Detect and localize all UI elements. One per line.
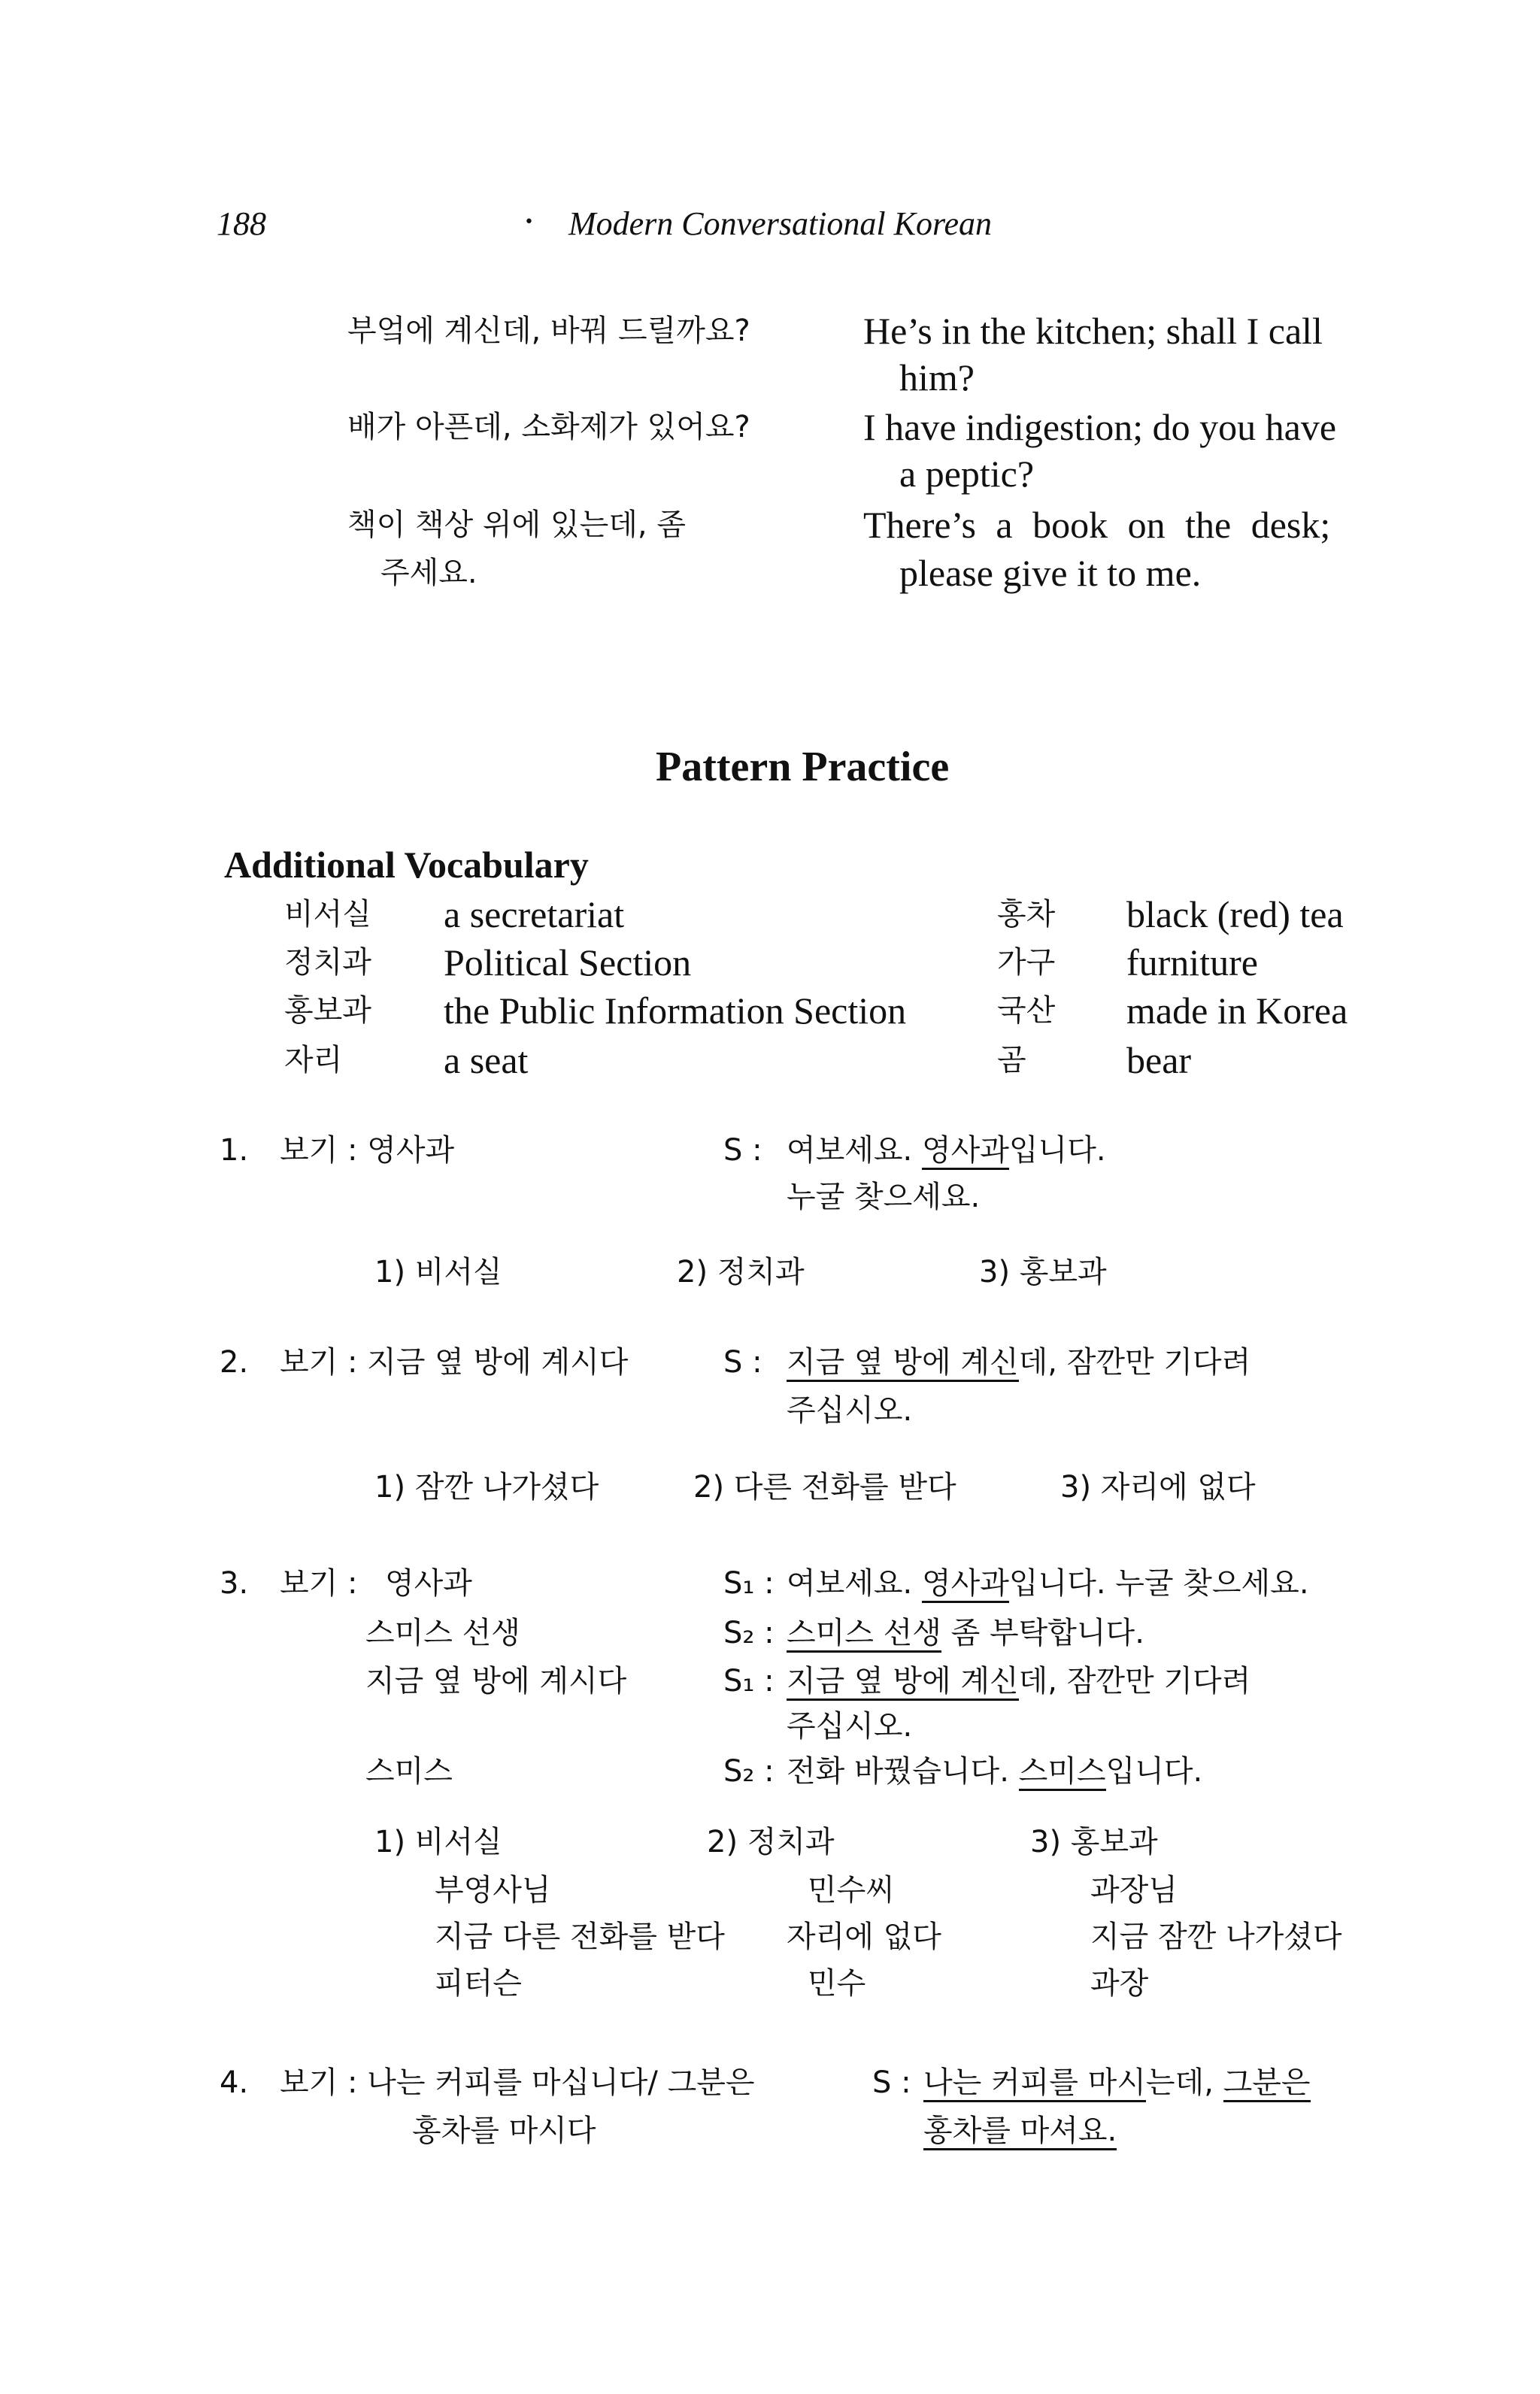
response-text: 입니다.	[1008, 1133, 1106, 1168]
exercise-1-s-label: S :	[723, 1133, 762, 1168]
running-title: Modern Conversational Korean	[568, 205, 992, 242]
exercise-3-s2-label: S₂ :	[723, 1754, 775, 1789]
dialogue-1-english: He’s in the kitchen; shall I call	[863, 310, 1323, 352]
exercise-3-number: 3.	[220, 1566, 249, 1601]
vocab-left-ko: 비서실	[284, 897, 371, 932]
exercise-3-cue: 스미스 선생	[365, 1616, 520, 1650]
response-text: 는데,	[1145, 2065, 1214, 2100]
dialogue-3-english-cont: please give it to me.	[899, 552, 1202, 594]
vocab-right-ko: 국산	[997, 993, 1056, 1028]
exercise-3-option-line: 지금 다른 전화를 받다	[435, 1920, 725, 1954]
vocab-left-en: the Public Information Section	[444, 989, 907, 1032]
exercise-3-line	[787, 1749, 1202, 1794]
vocab-right-en: bear	[1126, 1039, 1192, 1081]
response-text: 데, 잠깐만 기다려	[1018, 1664, 1251, 1699]
vocab-right-en: made in Korea	[1126, 989, 1348, 1032]
response-text: 입니다.	[1105, 1754, 1203, 1789]
dialogue-2-english-cont: a peptic?	[899, 453, 1035, 495]
vocab-right-en: black (red) tea	[1126, 893, 1344, 935]
vocab-left-ko: 홍보과	[284, 993, 371, 1028]
response-text: 데, 잠깐만 기다려	[1018, 1345, 1251, 1380]
response-text: 여보세요.	[787, 1133, 913, 1168]
exercise-3-cue: 스미스	[365, 1754, 453, 1789]
exercise-1-option: 1) 비서실	[374, 1255, 502, 1289]
exercise-4-response	[923, 2060, 1311, 2105]
exercise-3-option-label: 3) 홍보과	[1030, 1825, 1158, 1859]
exercise-2-s-label: S :	[723, 1345, 762, 1380]
response-text: 여보세요.	[787, 1566, 913, 1601]
response-text: 좀 부탁합니다.	[950, 1616, 1144, 1650]
dialogue-3-korean: 책이 책상 위에 있는데, 좀	[347, 508, 686, 542]
vocab-right-ko: 가구	[997, 945, 1056, 980]
vocab-right-ko: 홍차	[997, 897, 1056, 932]
exercise-3-s1-label: S₁ :	[723, 1566, 775, 1601]
exercise-3-option-line: 부영사님	[435, 1873, 551, 1908]
bullet-mark: •	[524, 213, 534, 232]
exercise-4-s-label: S :	[872, 2065, 911, 2100]
underlined-text: 지금 옆 방에 계신	[787, 1345, 1019, 1382]
dialogue-3-english: There’s a book on the desk;	[863, 504, 1331, 546]
exercise-2-option: 1) 잠깐 나가셨다	[374, 1470, 599, 1505]
exercise-4-number: 4.	[220, 2065, 249, 2100]
exercise-2-response	[787, 1340, 1250, 1385]
underlined-text: 영사과	[922, 1566, 1009, 1603]
underlined-text: 홍차를 마셔요.	[923, 2114, 1117, 2150]
exercise-1-example: 보기 : 영사과	[280, 1133, 455, 1168]
exercise-1-number: 1.	[220, 1133, 249, 1168]
exercise-1-response-cont: 누굴 찾으세요.	[787, 1180, 981, 1214]
exercise-3-s1-label: S₁ :	[723, 1664, 775, 1699]
exercise-2-example: 보기 : 지금 옆 방에 계시다	[280, 1345, 629, 1380]
exercise-4-example-cont: 홍차를 마시다	[412, 2114, 596, 2148]
exercise-2-number: 2.	[220, 1345, 249, 1380]
page-number: 188	[217, 205, 266, 242]
exercise-3-cue: 영사과	[385, 1566, 472, 1601]
response-text: 전화 바꿨습니다.	[787, 1754, 1009, 1789]
vocab-right-ko: 곰	[997, 1043, 1026, 1077]
exercise-2-option: 3) 자리에 없다	[1060, 1470, 1256, 1505]
exercise-3-option-line: 과장	[1090, 1966, 1149, 2001]
exercise-1-option: 3) 홍보과	[979, 1255, 1107, 1289]
section-title: Pattern Practice	[656, 744, 950, 790]
underlined-text: 지금 옆 방에 계신	[787, 1664, 1019, 1701]
exercise-1-response	[787, 1128, 1106, 1173]
exercise-3-option-line: 민수	[808, 1966, 866, 2001]
exercise-2-option: 2) 다른 전화를 받다	[693, 1470, 956, 1505]
dialogue-1-english-cont: him?	[899, 356, 975, 398]
exercise-4-response-cont	[923, 2108, 1117, 2153]
exercise-3-example-label: 보기 :	[280, 1566, 358, 1601]
exercise-3-option-line: 지금 잠깐 나가셨다	[1090, 1920, 1342, 1954]
exercise-3-option-line: 자리에 없다	[787, 1920, 941, 1954]
exercise-3-line-cont: 주십시오.	[787, 1709, 913, 1744]
exercise-3-line	[787, 1561, 1309, 1606]
vocab-left-en: a seat	[444, 1039, 529, 1081]
dialogue-1-korean: 부엌에 계신데, 바꿔 드릴까요?	[347, 314, 750, 348]
exercise-3-line	[787, 1611, 1144, 1656]
exercise-3-line	[787, 1659, 1250, 1704]
exercise-3-s2-label: S₂ :	[723, 1616, 775, 1650]
vocab-left-ko: 자리	[284, 1043, 343, 1077]
exercise-3-option-label: 2) 정치과	[707, 1825, 835, 1859]
dialogue-2-english: I have indigestion; do you have	[863, 406, 1337, 448]
exercise-3-option-line: 민수씨	[808, 1873, 895, 1908]
dialogue-2-korean: 배가 아픈데, 소화제가 있어요?	[347, 410, 750, 444]
exercise-1-option: 2) 정치과	[677, 1255, 805, 1289]
vocab-right-en: furniture	[1126, 941, 1258, 983]
vocab-heading: Additional Vocabulary	[224, 844, 589, 886]
vocab-left-en: a secretariat	[444, 893, 625, 935]
underlined-text: 스미스	[1019, 1754, 1106, 1791]
exercise-3-cue: 지금 옆 방에 계시다	[365, 1664, 627, 1699]
vocab-left-ko: 정치과	[284, 945, 371, 980]
exercise-3-option-line: 피터슨	[435, 1966, 522, 2001]
exercise-2-response-cont: 주십시오.	[787, 1393, 913, 1428]
underlined-text: 그분은	[1223, 2065, 1311, 2102]
dialogue-3-korean-cont: 주세요.	[380, 556, 477, 590]
exercise-3-option-label: 1) 비서실	[374, 1825, 502, 1859]
vocab-left-en: Political Section	[444, 941, 692, 983]
underlined-text: 나는 커피를 마시	[923, 2065, 1146, 2102]
response-text: 입니다. 누굴 찾으세요.	[1008, 1566, 1309, 1601]
exercise-4-example: 보기 : 나는 커피를 마십니다/ 그분은	[280, 2065, 755, 2100]
underlined-text: 영사과	[922, 1133, 1009, 1170]
exercise-3-option-line: 과장님	[1090, 1873, 1178, 1908]
underlined-text: 스미스 선생	[787, 1616, 941, 1653]
